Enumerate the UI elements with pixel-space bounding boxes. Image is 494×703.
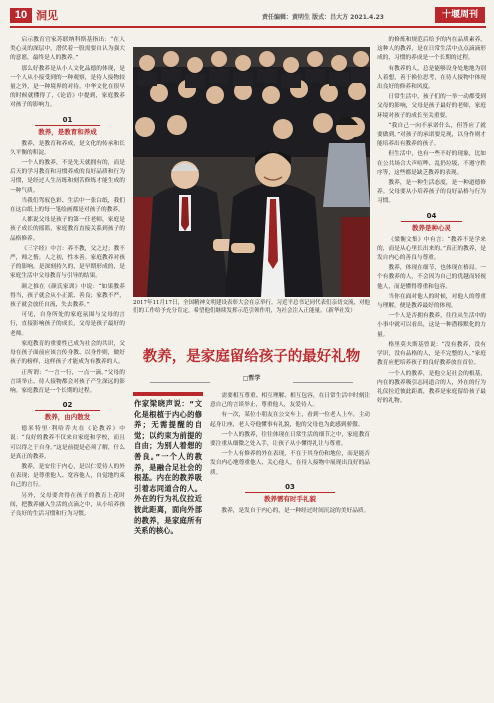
section-number: 01	[62, 115, 73, 124]
section-number: 02	[62, 401, 73, 410]
section-title: 教养，由内散发	[44, 413, 91, 422]
paragraph: 《三字经》中言：养不教，父之过；教不严，师之惰。人之初，性本善。家庭教养对孩子的影响，是深刻持久的，是早期形成的，是家庭生活中父母教育与引导的结果。	[10, 245, 125, 280]
paragraph: 教养，体现在细节，也体现在格局。一个有教养的人，不会因为自己的优越而轻视他人，而是懂得尊重和包容。	[377, 265, 486, 290]
section-divider	[35, 410, 99, 411]
section-heading-02	[10, 401, 125, 421]
column-middle	[210, 392, 370, 700]
paragraph: 德米特里·利哈乔夫在《论教养》中说：“良好的教养不仅来自家庭和学校，而且可以得之于自身。”这是前提是必须了解，什么是真正的教养。	[10, 426, 125, 460]
paragraph: 家庭教育的重要性已成为社会的共识，父母在孩子面前应该言传身教、以身作则，做好孩子的榜样，这样孩子才能成为有教养的人。	[10, 340, 125, 366]
paragraph: 《梁衡文集》中有言：“教养不是学来的，而是从心里长出来的。”真正的教养，是发自内心的善良与尊重。	[377, 236, 486, 262]
title-rule-left	[150, 382, 210, 383]
paragraph: 当我们驾驭色彩、生活中一张白纸，我们在这白纸上的每一笔绘画都是对孩子的教养。	[10, 197, 125, 214]
paragraph: 需要相互尊重、相互理解、相互包容，在日常生活中时刻注意自己的言谈举止，尊重他人，友爱待人。	[210, 393, 370, 409]
section-title: 教养是种心灵	[412, 223, 451, 232]
paragraph: 但生活中，也有一些不好的现象，比如在公共场合大声喧哗、乱扔垃圾、不遵守秩序等，这些都是缺乏教养的表现。	[377, 151, 486, 176]
section-heading-03	[210, 483, 370, 503]
news-photo	[133, 47, 370, 297]
paragraph: 正所谓：“一言一行，一点一滴。”父母的言谈举止、待人接物都会对孩子产生深远的影响。家庭教育是一个长期的过程。	[10, 369, 125, 394]
section-heading-01	[10, 116, 125, 136]
section-number: 04	[426, 211, 437, 220]
paragraph: 日常生活中，孩子们的一举一动都受到父母的影响，父母是孩子最好的老师，家庭环境对孩子的成长至关重要。	[377, 94, 486, 119]
section-divider	[245, 492, 335, 493]
paragraph: 颜之推在《颜氏家训》中说：“如果教养得当，孩子就会从小正派、善良；家教不严，孩子就会放任自流，失去教养。”	[10, 283, 125, 309]
section-title: 教养，是教育和养成	[38, 127, 97, 136]
paragraph: 一个人有修养的外在表现，不在于其身份和地位，而是能否发自内心地尊重他人、关心他人，在待人接物中展现出良好的品质。	[210, 451, 370, 476]
section-name: 洞见	[36, 9, 58, 22]
paragraph: 有教养的人，总是能够设身处地地为别人着想，善于换位思考，在待人接物中体现出良好的修养和风度。	[377, 65, 486, 91]
paragraph: 一个人的教养，往往体现在日常生活的细节之中，家庭教育要注重从细微之处入手，让孩子从小懂得礼让与尊重。	[210, 431, 370, 448]
photo-caption: 2017年11月17日，全国精神文明建设表彰大会在京举行。习近平总书记同代表们亲切交流，对他们的工作给予充分肯定，希望他们继续发挥示范引领作用，为社会注入正能量。（新华社发）	[133, 300, 370, 315]
paragraph: 有一次，某位小朋友在公交车上，看到一位老人上车，主动起身让座，老人夸他懂事有礼貌，他的父母也为此感到骄傲。	[210, 412, 370, 428]
pull-quote-text: 作家梁晓声说：“文化是根植于内心的修养；无需提醒的自觉；以约束为前提的自由；为别人着想的善良。”一个人的教养，是融合足社会的根基。内在的教养吸引着志同道合的人。外在的行为礼仪拉近彼此距离，面向外部的教养，是家庭所有关系的核心。	[134, 399, 202, 536]
section-number: 03	[285, 482, 295, 491]
paragraph: 教养，是教育和养成，是文化的传承和长久平衡的积淀。	[10, 140, 125, 156]
paragraph: 教养，是发自于内心的，是一种经过时间沉淀的美好品质。	[221, 507, 370, 514]
section-heading-04	[377, 212, 486, 232]
paragraph: “我自己一向不承诺什么，但答应了就要做到。”对孩子的承诺要兑现，以身作则才能培养出有教养的孩子。	[377, 122, 486, 148]
article-title: 教养，是家庭留给孩子的最好礼物	[142, 349, 361, 365]
page-header	[0, 0, 494, 26]
paragraph: 教养，是安住于内心，是以仁爱待人的外在表现；是尊重他人、宽容他人，自觉地约束自己的言行。	[10, 463, 125, 489]
header-rule	[10, 26, 486, 28]
pull-quote	[133, 392, 203, 593]
column-right	[377, 36, 486, 700]
column-left	[10, 36, 125, 700]
paragraph: 教养，是一种生活态度，是一种道德修养。父母要从小培养孩子的良好品格与行为习惯。	[377, 180, 486, 205]
newspaper-masthead: 十堰周刊	[435, 7, 485, 23]
photo-illustration	[133, 47, 370, 297]
paragraph: 另外，父母要舍得在孩子的教育上花时间，把教养融入生活的点滴之中，从小培养孩子良好的生活习惯和行为习惯。	[10, 492, 125, 517]
title-rule-right	[293, 382, 353, 383]
section-divider	[35, 125, 99, 126]
paragraph: 启示教育官家苏联纳科斯基指出：“在人类心灵的深层中，潜伏着一股需要自认为强大的意愿，最终是人的教养。”	[10, 37, 125, 62]
page-number: 10	[10, 8, 32, 23]
paragraph: 的修炼和规范后给予的内在品质素养。这种人的教养，是在日常生活中点点滴滴形成的，习惯的养成是一个长期的过程。	[377, 37, 486, 62]
article-author: □哲学	[242, 375, 261, 382]
header-meta: 责任编辑：黄明生 版式：吕大方 2021.4.23	[262, 14, 384, 21]
paragraph: 人都说父母是孩子的第一任老师，家庭是孩子成长的摇篮，家庭教育直接关系到孩子的品格修养。	[10, 217, 125, 242]
paragraph: 一个人是否拥有教养，往往从生活中的小事中就可以看出，这是一种潜移默化的力量。	[377, 313, 486, 338]
paragraph: 可见，自身所处的家庭氛围与父母的言行，直接影响孩子的成长，父母是孩子最好的老师。	[10, 312, 125, 337]
paragraph: 那么好教养是从小人文化品德的体现，是一个人从小接受到的一种观察，是待人接物较量之外，是一种境界的对待。中华文化在很早的时候就懂得了，《论语》中提到，家庭教养对孩子的影响力。	[10, 65, 125, 109]
section-title: 教养需有时手礼貌	[264, 494, 316, 503]
paragraph: 一个人的教养，是他立足社会的根基，内在的教养吸引志同道合的人，外在的行为礼仪拉近彼此距离，教养是家庭留给孩子最好的礼物。	[377, 370, 486, 405]
section-divider	[401, 221, 462, 222]
paragraph: 格里莫夫斯基曾说：“没有教养，没有学识，没有品格的人，是不完整的人。”家庭教育应把培养孩子的良好教养放在首位。	[377, 341, 486, 367]
paragraph: 一个人的教养，不是先天就拥有的，而是后天的学习教育和习惯养成的良好品质和行为习惯，是经过人生历练和刻苦修炼才能生成的一种气质。	[10, 160, 125, 194]
paragraph: 当你在面对他人的时候，对他人的尊重与理解，便是教养最好的体现。	[377, 293, 486, 310]
